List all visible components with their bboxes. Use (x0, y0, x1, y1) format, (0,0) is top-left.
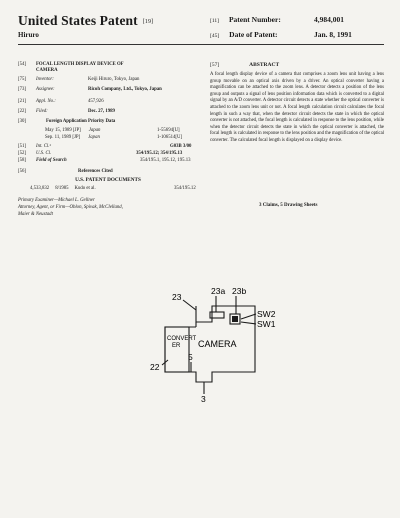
label-camera: CAMERA (198, 339, 237, 349)
abstract-text: A focal length display device of a camera that comprises a zoom lens unit having a lens group movable on an optical axis driven by a driver. An optical converter having a magnification can be attached to the zoom lens. A detector detects a position of the lens group and outputs a signal of lens position information data which is converted to a digital signal by an A/D converter. A detector circuit detects a state whether the optical converter is attached to the zoom lens unit or not. A focal length calculation circuit calculates the focal length in such a way that, when the detector circuit detects the state in which the optical converter is not attached, the focal length is calculated in response to the lens position, while when the detector circuit detects the state in which the optical converter is attached, the focal length is calculated in response to the lens position and the magnification of the optical converter. The calculated focal length is displayed on a display device. (210, 72, 384, 143)
patent-number-line: [11] Patent Number: 4,984,001 (210, 15, 344, 24)
label-converter: CONVERT ER (167, 336, 197, 349)
converter-module (165, 327, 189, 372)
label-sw2: SW2 (257, 309, 276, 319)
attorney-line: Attorney, Agent, or Firm—Oblon, Spivak, McClelland, (18, 205, 123, 210)
attorney-line-2: Maier & Neustadt (18, 212, 53, 217)
label-3: 3 (201, 394, 206, 404)
priority-item: May 15, 1989 [JP] Japan 1-55694[U] (45, 128, 180, 133)
patent-number: 4,984,001 (314, 15, 344, 24)
us-patent-documents-heading: U.S. PATENT DOCUMENTS (75, 177, 141, 183)
leader-23 (183, 300, 196, 310)
priority-item: Sep. 11, 1989 [JP] Japan 1-106514[U] (45, 135, 183, 140)
field-of-search-row: [58] Field of Search 354/195.1, 195.12, 195.13 (18, 158, 191, 163)
title-row-2: CAMERA (36, 68, 58, 73)
switch-sw1-fill (232, 316, 238, 322)
date-line: [45] Date of Patent: Jan. 8, 1991 (210, 30, 352, 39)
title-row: [54] FOCAL LENGTH DISPLAY DEVICE OF (18, 62, 124, 67)
appl-no-row: [21] Appl. No.: 457,926 (18, 99, 104, 104)
assignee-row: [73] Assignee: Ricoh Company, Ltd., Tokyo, Japan (18, 87, 162, 92)
references-heading-row: [56] References Cited (18, 169, 113, 174)
us-cl-row: [52] U.S. Cl. 354/195.12; 354/195.13 (18, 151, 183, 156)
leader-sw2 (241, 314, 256, 319)
label-23: 23 (172, 292, 182, 302)
claims-count: 3 Claims, 5 Drawing Sheets (259, 203, 318, 208)
patent-title: United States Patent [19] (18, 13, 154, 28)
label-23b: 23b (232, 286, 247, 296)
leader-sw1 (241, 322, 256, 324)
inventor-name: Hiruro (18, 31, 39, 39)
primary-examiner: Primary Examiner—Michael L. Gellner (18, 198, 95, 203)
label-sw1: SW1 (257, 319, 276, 329)
label-5: 5 (188, 352, 193, 362)
reference-row: 4,533,832 8/1985 Kudo et al. 354/195.12 (30, 186, 196, 191)
label-23a: 23a (211, 286, 226, 296)
filed-row: [22] Filed: Dec. 27, 1989 (18, 109, 115, 114)
inventor-row: [75] Inventor: Keiji Hiruro, Tokyo, Japan (18, 77, 140, 82)
int-cl-row: [51] Int. Cl.⁵ G03B 3/00 (18, 144, 192, 149)
abstract-heading: [57] ABSTRACT (210, 62, 280, 68)
patent-date: Jan. 8, 1991 (314, 30, 352, 39)
label-22: 22 (150, 362, 160, 372)
priority-heading-row: [30] Foreign Application Priority Data (18, 119, 116, 124)
